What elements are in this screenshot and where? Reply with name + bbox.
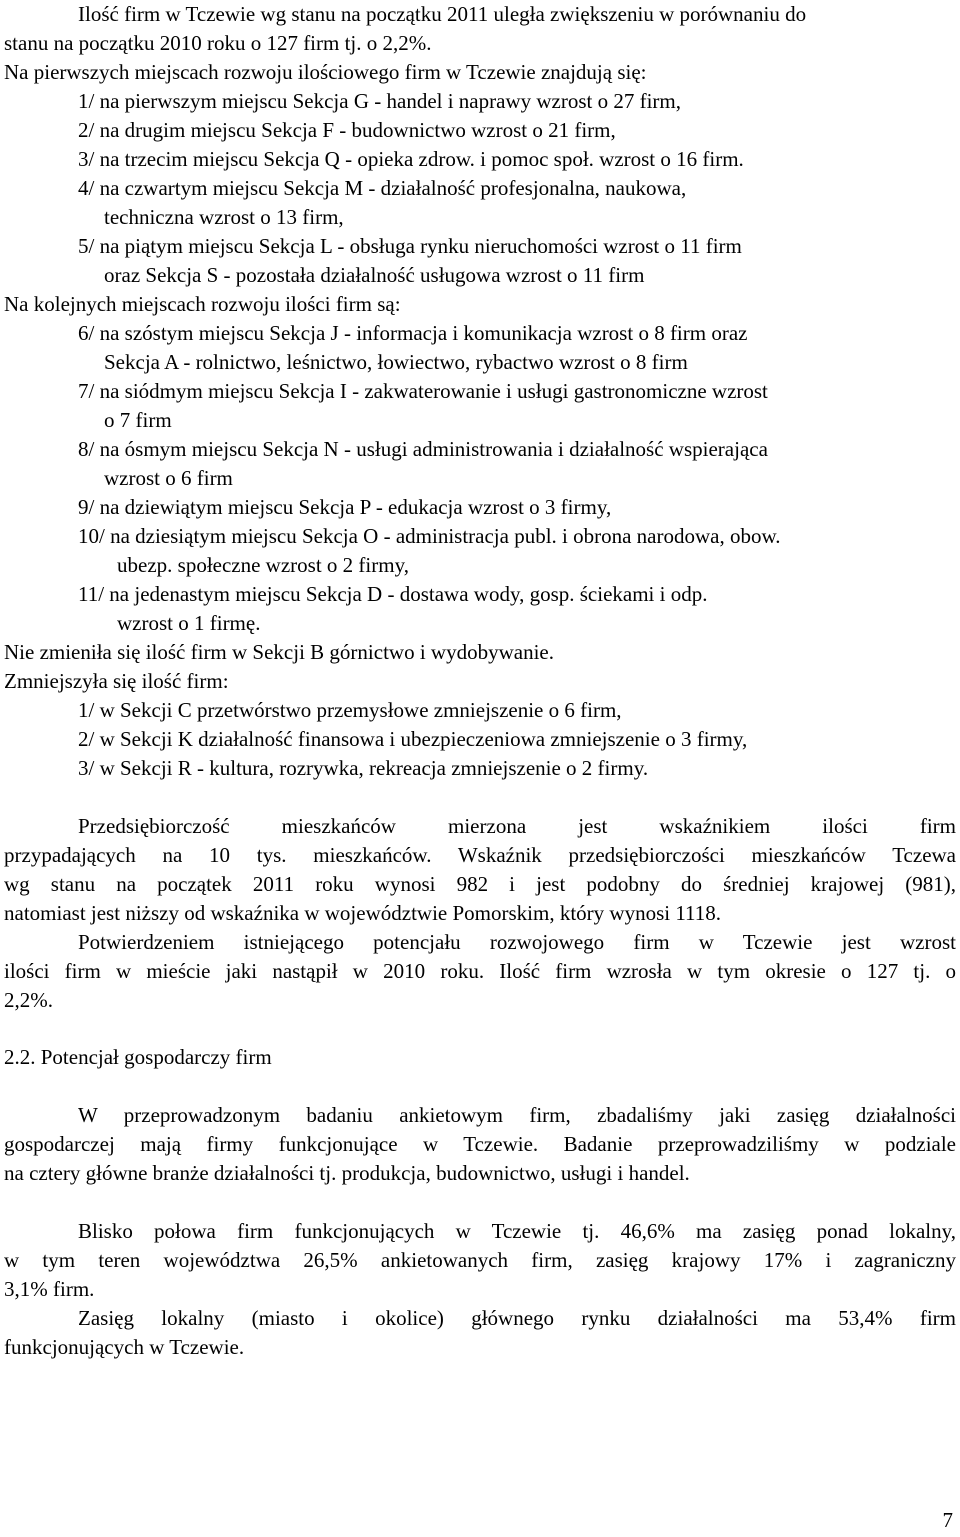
list-item: 6/ na szóstym miejscu Sekcja J - informacja i komunikacja wzrost o 8 firm oraz	[78, 321, 748, 345]
list-item: 3/ w Sekcji R - kultura, rozrywka, rekreacja zmniejszenie o 2 firmy.	[78, 756, 649, 780]
paragraph-line: na cztery główne branże działalności tj. produkcja, budownictwo, usługi i handel.	[4, 1161, 690, 1185]
list-item: 8/ na ósmym miejscu Sekcja N - usługi administrowania i działalność wspierająca	[78, 437, 768, 461]
list-item: 7/ na siódmym miejscu Sekcja I - zakwaterowanie i usługi gastronomiczne wzrost	[78, 379, 768, 403]
list-item-continuation: techniczna wzrost o 13 firm,	[104, 205, 344, 229]
paragraph-line: Przedsiębiorczość mieszkańców mierzona jest wskaźnikiem ilości firm	[78, 814, 956, 838]
paragraph-line: Blisko połowa firm funkcjonujących w Tczewie tj. 46,6% ma zasięg ponad lokalny,	[78, 1219, 956, 1243]
decrease-heading: Zmniejszyła się ilość firm:	[4, 669, 229, 693]
list-item: 9/ na dziewiątym miejscu Sekcja P - edukacja wzrost o 3 firmy,	[78, 495, 612, 519]
paragraph-line: Zasięg lokalny (miasto i okolice) głównego rynku działalności ma 53,4% firm	[78, 1306, 956, 1330]
no-change-line: Nie zmieniła się ilość firm w Sekcji B górnictwo i wydobywanie.	[4, 640, 554, 664]
intro-line: stanu na początku 2010 roku o 127 firm tj. o 2,2%.	[4, 31, 432, 55]
paragraph-line: Potwierdzeniem istniejącego potencjału rozwojowego firm w Tczewie jest wzrost	[78, 930, 956, 954]
ranking-heading: Na pierwszych miejscach rozwoju ilościowego firm w Tczewie znajdują się:	[4, 60, 647, 84]
list-item: 5/ na piątym miejscu Sekcja L - obsługa rynku nieruchomości wzrost o 11 firm	[78, 234, 742, 258]
list-item: 4/ na czwartym miejscu Sekcja M - działalność profesjonalna, naukowa,	[78, 176, 687, 200]
page-number: 7	[942, 1508, 953, 1532]
paragraph-line: natomiast jest niższy od wskaźnika w województwie Pomorskim, który wynosi 1118.	[4, 901, 722, 925]
paragraph-line: 3,1% firm.	[4, 1277, 95, 1301]
list-item-continuation: oraz Sekcja S - pozostała działalność usługowa wzrost o 11 firm	[104, 263, 645, 287]
list-item: 11/ na jedenastym miejscu Sekcja D - dostawa wody, gosp. ściekami i odp.	[78, 582, 708, 606]
paragraph-line: ilości firm w mieście jaki nastąpił w 2010 roku. Ilość firm wzrosła w tym okresie o 127 tj. o	[4, 959, 956, 983]
list-item: 1/ na pierwszym miejscu Sekcja G - handel i naprawy wzrost o 27 firm,	[78, 89, 682, 113]
intro-line: Ilość firm w Tczewie wg stanu na początku 2011 uległa zwiększeniu w porównaniu do	[78, 2, 807, 26]
list-item-continuation: wzrost o 1 firmę.	[117, 611, 261, 635]
list-item: 3/ na trzecim miejscu Sekcja Q - opieka zdrow. i pomoc społ. wzrost o 16 firm.	[78, 147, 744, 171]
paragraph-line: w tym teren województwa 26,5% ankietowanych firm, zasięg krajowy 17% i zagraniczny	[4, 1248, 956, 1272]
list-item-continuation: ubezp. społeczne wzrost o 2 firmy,	[117, 553, 409, 577]
list-item-continuation: Sekcja A - rolnictwo, leśnictwo, łowiectwo, rybactwo wzrost o 8 firm	[104, 350, 688, 374]
paragraph-line: przypadających na 10 tys. mieszkańców. Wskaźnik przedsiębiorczości mieszkańców Tczewa	[4, 843, 956, 867]
list-item-continuation: o 7 firm	[104, 408, 172, 432]
ranking-heading: Na kolejnych miejscach rozwoju ilości firm są:	[4, 292, 401, 316]
paragraph-line: W przeprowadzonym badaniu ankietowym firm, zbadaliśmy jaki zasięg działalności	[78, 1103, 956, 1127]
paragraph-line: 2,2%.	[4, 988, 53, 1012]
list-item: 2/ w Sekcji K działalność finansowa i ubezpieczeniowa zmniejszenie o 3 firmy,	[78, 727, 748, 751]
list-item: 1/ w Sekcji C przetwórstwo przemysłowe zmniejszenie o 6 firm,	[78, 698, 622, 722]
list-item: 10/ na dziesiątym miejscu Sekcja O - administracja publ. i obrona narodowa, obow.	[78, 524, 781, 548]
paragraph-line: funkcjonujących w Tczewie.	[4, 1335, 245, 1359]
list-item: 2/ na drugim miejscu Sekcja F - budownictwo wzrost o 21 firm,	[78, 118, 616, 142]
paragraph-line: wg stanu na początek 2011 roku wynosi 982 i jest podobny do średniej krajowej (981),	[4, 872, 956, 896]
paragraph-line: gospodarczej mają firmy funkcjonujące w Tczewie. Badanie przeprowadziliśmy w podziale	[4, 1132, 956, 1156]
list-item-continuation: wzrost o 6 firm	[104, 466, 233, 490]
section-heading: 2.2. Potencjał gospodarczy firm	[4, 1045, 272, 1069]
